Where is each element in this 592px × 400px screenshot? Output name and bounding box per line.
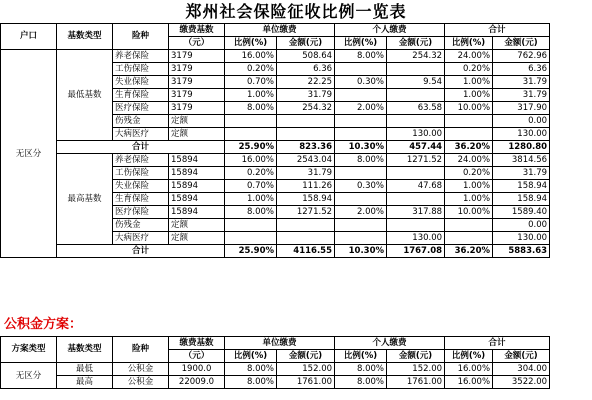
cell-total-ratio[interactable]: 36.20% <box>445 245 493 258</box>
cell-personal-amount[interactable] <box>387 89 445 102</box>
cell-unit-amount[interactable]: 111.26 <box>277 180 335 193</box>
cell-total-ratio[interactable]: 0.20% <box>445 63 493 76</box>
cell-unit-ratio[interactable] <box>225 232 277 245</box>
cell-insurance[interactable]: 公积金 <box>113 363 169 376</box>
header-huk[interactable]: 户口 <box>1 24 57 50</box>
header-total-ratio[interactable]: 比例(%) <box>445 37 493 50</box>
cell-personal-amount[interactable]: 1271.52 <box>387 154 445 167</box>
cell-total-amount[interactable]: 158.94 <box>493 180 550 193</box>
cell-total-ratio[interactable]: 0.20% <box>445 167 493 180</box>
header-total-amount[interactable]: 金额(元) <box>493 37 550 50</box>
cell-unit-ratio[interactable]: 25.90% <box>225 141 277 154</box>
cell-total-amount[interactable]: 130.00 <box>493 128 550 141</box>
cell-unit-ratio[interactable]: 1.00% <box>225 89 277 102</box>
cell-scheme-type[interactable]: 无区分 <box>1 363 57 389</box>
cell-total-ratio[interactable]: 1.00% <box>445 180 493 193</box>
cell-unit-ratio[interactable]: 0.70% <box>225 180 277 193</box>
cell-unit-amount[interactable]: 508.64 <box>277 50 335 63</box>
cell-unit-amount[interactable]: 6.36 <box>277 63 335 76</box>
table-row <box>1 376 550 389</box>
cell-total-amount[interactable]: 0.00 <box>493 219 550 232</box>
cell-unit-ratio[interactable]: 25.90% <box>225 245 277 258</box>
header-total-ratio[interactable]: 比例(%) <box>445 350 493 363</box>
cell-personal-amount[interactable]: 63.58 <box>387 102 445 115</box>
cell-base-amount[interactable]: 15894 <box>169 180 225 193</box>
cell-insurance[interactable]: 工伤保险 <box>113 63 169 76</box>
cell-base-amount[interactable]: 定额 <box>169 128 225 141</box>
fund-section-title: 公积金方案： <box>4 317 83 332</box>
cell-unit-amount[interactable]: 31.79 <box>277 167 335 180</box>
cell-insurance[interactable]: 生育保险 <box>113 89 169 102</box>
cell-base-type[interactable]: 最低基数 <box>57 50 113 141</box>
cell-personal-ratio[interactable] <box>335 167 387 180</box>
cell-total-amount[interactable]: 130.00 <box>493 232 550 245</box>
cell-personal-ratio[interactable] <box>335 193 387 206</box>
cell-personal-amount[interactable]: 317.88 <box>387 206 445 219</box>
cell-total-ratio[interactable]: 24.00% <box>445 50 493 63</box>
cell-base-amount[interactable]: 定额 <box>169 115 225 128</box>
cell-personal-amount[interactable] <box>387 193 445 206</box>
cell-total-amount[interactable]: 317.90 <box>493 102 550 115</box>
cell-unit-ratio[interactable]: 8.00% <box>225 376 277 389</box>
cell-personal-amount[interactable]: 9.54 <box>387 76 445 89</box>
cell-personal-ratio[interactable] <box>335 115 387 128</box>
cell-base-amount[interactable]: 22009.0 <box>169 376 225 389</box>
header-total[interactable]: 合计 <box>445 24 550 37</box>
table-row <box>1 50 550 63</box>
header-insurance[interactable]: 险种 <box>113 24 169 50</box>
header-personal-ratio[interactable]: 比例(%) <box>335 37 387 50</box>
header-base-type[interactable]: 基数类型 <box>57 24 113 50</box>
table-sum-row <box>1 141 550 154</box>
table-row <box>1 363 550 376</box>
cell-insurance[interactable]: 医疗保险 <box>113 206 169 219</box>
cell-personal-amount[interactable] <box>387 63 445 76</box>
cell-base-type[interactable]: 最低 <box>57 363 113 376</box>
cell-personal-amount[interactable] <box>387 167 445 180</box>
cell-unit-amount[interactable]: 823.36 <box>277 141 335 154</box>
cell-unit-amount[interactable]: 4116.55 <box>277 245 335 258</box>
cell-unit-amount[interactable]: 22.25 <box>277 76 335 89</box>
cell-personal-amount[interactable]: 457.44 <box>387 141 445 154</box>
table-header-row <box>1 24 550 37</box>
cell-insurance[interactable]: 养老保险 <box>113 50 169 63</box>
cell-unit-ratio[interactable]: 8.00% <box>225 363 277 376</box>
header-insurance[interactable]: 险种 <box>113 337 169 363</box>
cell-insurance[interactable]: 失业保险 <box>113 76 169 89</box>
cell-unit-ratio[interactable]: 16.00% <box>225 50 277 63</box>
cell-insurance[interactable]: 失业保险 <box>113 180 169 193</box>
header-personal-amount[interactable]: 金额(元) <box>387 37 445 50</box>
cell-base-amount[interactable]: 3179 <box>169 89 225 102</box>
cell-total-amount[interactable]: 1589.40 <box>493 206 550 219</box>
social-insurance-table <box>0 23 550 258</box>
cell-total-amount[interactable]: 31.79 <box>493 76 550 89</box>
cell-personal-amount[interactable]: 254.32 <box>387 50 445 63</box>
cell-total-ratio[interactable]: 10.00% <box>445 102 493 115</box>
cell-sum-label[interactable]: 合计 <box>57 245 225 258</box>
cell-total-ratio[interactable]: 36.20% <box>445 141 493 154</box>
cell-total-amount[interactable]: 31.79 <box>493 89 550 102</box>
cell-personal-ratio[interactable]: 10.30% <box>335 245 387 258</box>
header-unit-pay[interactable]: 单位缴费 <box>225 337 335 350</box>
cell-base-amount[interactable]: 定额 <box>169 219 225 232</box>
cell-total-ratio[interactable]: 24.00% <box>445 154 493 167</box>
cell-unit-ratio[interactable] <box>225 219 277 232</box>
cell-huk[interactable]: 无区分 <box>1 50 57 258</box>
cell-total-ratio[interactable]: 10.00% <box>445 206 493 219</box>
cell-total-amount[interactable]: 1280.80 <box>493 141 550 154</box>
cell-unit-amount[interactable]: 31.79 <box>277 89 335 102</box>
cell-insurance[interactable]: 大病医疗 <box>113 128 169 141</box>
header-personal-pay[interactable]: 个人缴费 <box>335 24 445 37</box>
header-unit-amount[interactable]: 金额(元) <box>277 350 335 363</box>
cell-personal-ratio[interactable]: 8.00% <box>335 50 387 63</box>
cell-personal-ratio[interactable]: 2.00% <box>335 206 387 219</box>
cell-unit-ratio[interactable]: 0.70% <box>225 76 277 89</box>
cell-unit-amount[interactable] <box>277 115 335 128</box>
cell-personal-amount[interactable]: 1767.08 <box>387 245 445 258</box>
cell-total-ratio[interactable]: 1.00% <box>445 89 493 102</box>
cell-total-amount[interactable]: 3522.00 <box>493 376 550 389</box>
cell-total-amount[interactable]: 5883.63 <box>493 245 550 258</box>
cell-personal-amount[interactable] <box>387 219 445 232</box>
cell-unit-ratio[interactable]: 8.00% <box>225 206 277 219</box>
cell-personal-ratio[interactable]: 8.00% <box>335 376 387 389</box>
cell-total-ratio[interactable] <box>445 219 493 232</box>
header-total-amount[interactable]: 金额(元) <box>493 350 550 363</box>
cell-total-ratio[interactable] <box>445 128 493 141</box>
cell-total-amount[interactable]: 304.00 <box>493 363 550 376</box>
table-sum-row <box>1 245 550 258</box>
cell-unit-amount[interactable] <box>277 219 335 232</box>
cell-base-amount[interactable]: 15894 <box>169 167 225 180</box>
cell-unit-ratio[interactable]: 0.20% <box>225 167 277 180</box>
cell-personal-ratio[interactable] <box>335 232 387 245</box>
cell-total-ratio[interactable] <box>445 115 493 128</box>
header-base-amount-unit[interactable]: （元） <box>169 37 225 50</box>
header-base-amount-unit[interactable]: （元） <box>169 350 225 363</box>
cell-base-type[interactable]: 最高基数 <box>57 154 113 245</box>
cell-personal-ratio[interactable]: 0.30% <box>335 76 387 89</box>
cell-total-ratio[interactable]: 16.00% <box>445 363 493 376</box>
cell-insurance[interactable]: 伤残金 <box>113 219 169 232</box>
cell-total-amount[interactable]: 31.79 <box>493 167 550 180</box>
cell-base-amount[interactable]: 3179 <box>169 76 225 89</box>
cell-base-amount[interactable]: 1900.0 <box>169 363 225 376</box>
cell-personal-amount[interactable]: 130.00 <box>387 232 445 245</box>
header-scheme-type[interactable]: 方案类型 <box>1 337 57 363</box>
header-base-amount[interactable]: 缴费基数 <box>169 337 225 350</box>
page-title: 郑州社会保险征收比例一览表 <box>185 2 407 21</box>
cell-unit-ratio[interactable]: 1.00% <box>225 193 277 206</box>
cell-base-amount[interactable]: 15894 <box>169 154 225 167</box>
header-base-amount[interactable]: 缴费基数 <box>169 24 225 37</box>
cell-base-amount[interactable]: 定额 <box>169 232 225 245</box>
cell-unit-ratio[interactable] <box>225 115 277 128</box>
cell-personal-ratio[interactable] <box>335 219 387 232</box>
cell-unit-amount[interactable] <box>277 128 335 141</box>
cell-insurance[interactable]: 养老保险 <box>113 154 169 167</box>
cell-personal-ratio[interactable]: 0.30% <box>335 180 387 193</box>
cell-insurance[interactable]: 医疗保险 <box>113 102 169 115</box>
cell-personal-ratio[interactable]: 8.00% <box>335 363 387 376</box>
cell-total-ratio[interactable]: 16.00% <box>445 376 493 389</box>
cell-insurance[interactable]: 生育保险 <box>113 193 169 206</box>
cell-base-amount[interactable]: 15894 <box>169 193 225 206</box>
header-unit-pay[interactable]: 单位缴费 <box>225 24 335 37</box>
cell-base-amount[interactable]: 3179 <box>169 63 225 76</box>
cell-personal-ratio[interactable] <box>335 128 387 141</box>
cell-base-amount[interactable]: 15894 <box>169 206 225 219</box>
cell-unit-amount[interactable]: 1271.52 <box>277 206 335 219</box>
cell-personal-ratio[interactable] <box>335 63 387 76</box>
cell-unit-ratio[interactable]: 16.00% <box>225 154 277 167</box>
cell-unit-ratio[interactable]: 8.00% <box>225 102 277 115</box>
header-unit-ratio[interactable]: 比例(%) <box>225 37 277 50</box>
cell-unit-amount[interactable] <box>277 232 335 245</box>
cell-base-type[interactable]: 最高 <box>57 376 113 389</box>
cell-personal-ratio[interactable]: 10.30% <box>335 141 387 154</box>
cell-total-amount[interactable]: 3814.56 <box>493 154 550 167</box>
header-personal-pay[interactable]: 个人缴费 <box>335 337 445 350</box>
cell-personal-amount[interactable]: 130.00 <box>387 128 445 141</box>
cell-unit-amount[interactable]: 1761.00 <box>277 376 335 389</box>
cell-unit-ratio[interactable] <box>225 128 277 141</box>
cell-base-amount[interactable]: 3179 <box>169 102 225 115</box>
cell-personal-amount[interactable]: 1761.00 <box>387 376 445 389</box>
cell-insurance[interactable]: 伤残金 <box>113 115 169 128</box>
cell-total-amount[interactable]: 6.36 <box>493 63 550 76</box>
cell-unit-amount[interactable]: 2543.04 <box>277 154 335 167</box>
cell-unit-amount[interactable]: 254.32 <box>277 102 335 115</box>
cell-insurance[interactable]: 公积金 <box>113 376 169 389</box>
cell-personal-amount[interactable]: 47.68 <box>387 180 445 193</box>
cell-total-ratio[interactable] <box>445 232 493 245</box>
cell-unit-amount[interactable]: 158.94 <box>277 193 335 206</box>
header-total[interactable]: 合计 <box>445 337 550 350</box>
table-header-row <box>1 337 550 350</box>
cell-insurance[interactable]: 工伤保险 <box>113 167 169 180</box>
cell-total-amount[interactable]: 762.96 <box>493 50 550 63</box>
table-row <box>1 154 550 167</box>
cell-personal-amount[interactable]: 152.00 <box>387 363 445 376</box>
cell-base-amount[interactable]: 3179 <box>169 50 225 63</box>
header-unit-ratio[interactable]: 比例(%) <box>225 350 277 363</box>
cell-personal-amount[interactable] <box>387 115 445 128</box>
cell-total-ratio[interactable]: 1.00% <box>445 193 493 206</box>
housing-fund-table <box>0 336 550 389</box>
cell-unit-ratio[interactable]: 0.20% <box>225 63 277 76</box>
header-personal-ratio[interactable]: 比例(%) <box>335 350 387 363</box>
header-base-type[interactable]: 基数类型 <box>57 337 113 363</box>
cell-total-ratio[interactable]: 1.00% <box>445 76 493 89</box>
cell-personal-ratio[interactable]: 2.00% <box>335 102 387 115</box>
cell-personal-ratio[interactable]: 8.00% <box>335 154 387 167</box>
cell-total-amount[interactable]: 158.94 <box>493 193 550 206</box>
cell-sum-label[interactable]: 合计 <box>57 141 225 154</box>
cell-total-amount[interactable]: 0.00 <box>493 115 550 128</box>
header-personal-amount[interactable]: 金额(元) <box>387 350 445 363</box>
cell-insurance[interactable]: 大病医疗 <box>113 232 169 245</box>
header-unit-amount[interactable]: 金额(元) <box>277 37 335 50</box>
cell-unit-amount[interactable]: 152.00 <box>277 363 335 376</box>
cell-personal-ratio[interactable] <box>335 89 387 102</box>
